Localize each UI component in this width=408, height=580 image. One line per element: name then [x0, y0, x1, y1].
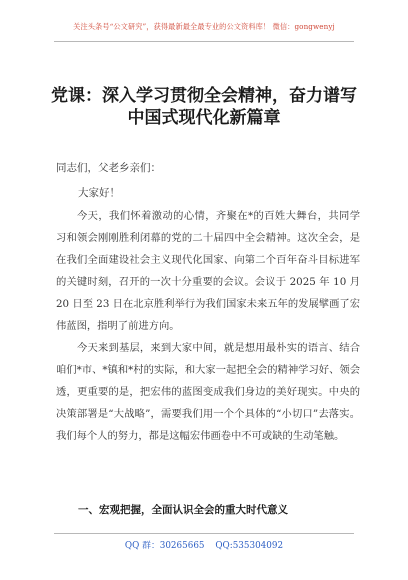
greeting: 同志们，父老乡亲们： [56, 162, 161, 174]
footer-divider [54, 533, 354, 534]
paragraph-2: 今天来到基层，来到大家中间，就是想用最朴实的语言、结合咱们*市、*镇和*村的实际，和大家一起把全会的精神学习好、领会透，更重要的是，把宏伟的蓝图变成我们身边的美好现实。中央的决策部署是“大战略”，需要我们用一个个具体的“小切口”去落实。我们每个人的努力，都是这幅宏伟画卷中不可或缺的生动笔触。 [56, 342, 360, 442]
header-divider [54, 41, 354, 42]
page-header: 关注头条号“公文研究”，获得最新最全最专业的公文资料库！ 微信：gongwenyj [73, 22, 335, 31]
section-heading: 一、宏观把握，全面认识全会的重大时代意义 [78, 504, 288, 516]
footer-qq-group: QQ 群：30265665 [124, 541, 205, 551]
salutation: 大家好！ [78, 187, 120, 199]
paragraph-1: 今天，我们怀着激动的心情，齐聚在*的百姓大舞台，共同学习和领会刚刚胜利闭幕的党的二十届四中全会精神。这次全会，是在我们全面建设社会主义现代化国家、向第二个百年奋斗目标进军的关键时刻，召开的一次十分重要的会议。会议于 2025 年 10 月 20 日至 23 日在北京胜利举行为我们国家未来五年的发展擘画了宏伟蓝图，指明了前进方向。 [56, 210, 360, 332]
document-title-line-2: 中国式现代化新篇章 [127, 108, 281, 128]
footer-qq-number: QQ:535304092 [215, 541, 284, 551]
document-title-line-1: 党课：深入学习贯彻全会精神，奋力谱写 [51, 86, 357, 106]
page-footer [0, 538, 408, 551]
